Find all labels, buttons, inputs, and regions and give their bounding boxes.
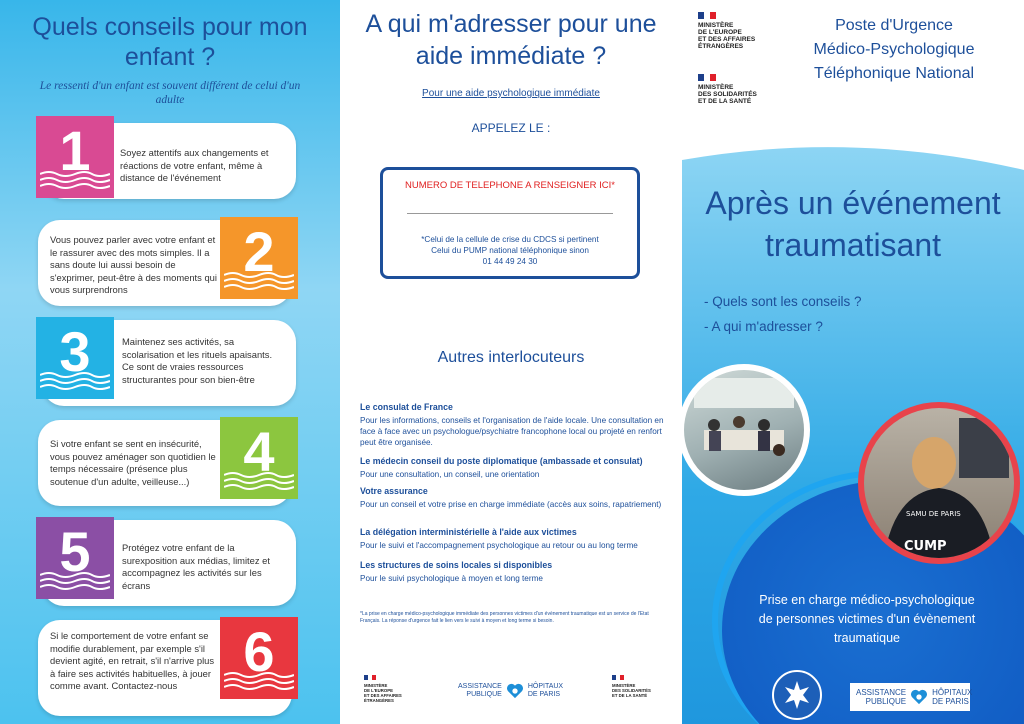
heart-icon xyxy=(910,689,928,705)
operator-photo xyxy=(858,402,1020,564)
logo-text: MINISTÈRE xyxy=(612,683,636,688)
advice-text: Si le comportement de votre enfant se modifie durablement, par exemple s'il devient agité, en retrait, s'il n'arrive plus à faire ses activités habituelles, à jouer comme avant. Contactez-nous xyxy=(50,630,215,692)
wave-icon xyxy=(40,170,110,190)
contact-item xyxy=(360,402,678,448)
step-number-badge xyxy=(220,217,298,299)
immediate-help-link[interactable]: Pour une aide psychologique immédiate xyxy=(422,88,600,99)
wave-icon xyxy=(224,471,294,491)
cover-title-line: traumatisant xyxy=(764,227,942,263)
contact-item xyxy=(360,560,678,584)
logo-text: ET DE LA SANTÉ xyxy=(698,98,752,105)
step-number-badge xyxy=(36,517,114,599)
step-number-badge xyxy=(220,617,298,699)
footnote: *La prise en charge médico-psychologique immédiate des personnes victimes d'un évènement traumatique est un service de l'Etat Français. La réponse d'urgence fait le lien vers le suivi à moyen et long terme si besoin. xyxy=(360,611,649,624)
tagline-line: Prise en charge médico-psychologique xyxy=(759,593,975,607)
contact-item-body: Pour un conseil et votre prise en charge immédiate (accès aux soins, rapatriement) xyxy=(360,500,662,509)
phone-note-line: *Celui de la cellule de crise du CDCS si pertinent xyxy=(421,235,599,244)
contact-item-heading: La délégation interministérielle à l'aide aux victimes xyxy=(360,527,577,537)
advice-text: Si votre enfant se sent en insécurité, vous pouvez aménager son quotidien le temps nécessaire (présence plus soutenue d'un adulte, veilleuse...) xyxy=(50,438,216,487)
vest-cump-text: CUMP xyxy=(904,539,947,554)
ap-logo-left xyxy=(458,683,502,699)
phone-number[interactable]: 01 44 49 24 30 xyxy=(482,257,538,266)
service-title xyxy=(774,14,1014,86)
logo-text: ÉTRANGÈRES xyxy=(698,43,744,50)
cover-title xyxy=(682,182,1024,266)
advice-text: Soyez attentifs aux changements et réactions de votre enfant, même à distance de l'événement xyxy=(120,147,269,184)
advice-title: Quels conseils pour mon enfant ? xyxy=(32,13,308,71)
contact-item-heading: Votre assurance xyxy=(360,486,428,496)
wave-icon xyxy=(224,671,294,691)
phone-note xyxy=(383,234,637,267)
logo-text: DE PARIS xyxy=(932,697,969,706)
tagline-line: traumatique xyxy=(833,631,900,645)
french-flag-icon xyxy=(364,675,376,680)
step-number: 6 xyxy=(243,620,275,683)
logo-text: DE L'EUROPE xyxy=(698,29,742,36)
logo-text: MINISTÈRE xyxy=(364,683,388,688)
ministry-health-logo xyxy=(612,675,651,698)
phone-box xyxy=(380,167,640,279)
logo-text: ÉTRANGÈRES xyxy=(364,698,394,703)
wave-icon xyxy=(40,371,110,391)
operator-illustration xyxy=(864,408,1014,558)
logo-text: PUBLIQUE xyxy=(865,697,907,706)
advice-text: Protégez votre enfant de la surexposition aux médias, limitez et accompagnez les activités sur les écrans xyxy=(122,542,270,591)
meeting-room-illustration xyxy=(684,370,804,490)
logo-text: ASSISTANCE xyxy=(856,688,907,697)
meeting-room-photo xyxy=(682,364,810,496)
contact-item xyxy=(360,486,678,510)
contact-item-body: Pour le suivi et l'accompagnement psychologique au retour ou au long terme xyxy=(360,541,638,550)
ministry-europe-logo xyxy=(698,12,755,50)
vest-text: SAMU DE PARIS xyxy=(906,510,961,518)
french-flag-icon xyxy=(612,675,624,680)
logo-text: DE PARIS xyxy=(527,691,560,698)
cump-logo xyxy=(772,670,822,720)
cover-panel xyxy=(682,0,1024,724)
logo-text: HÔPITAUX xyxy=(932,688,973,697)
contact-item-heading: Les structures de soins locales si disponibles xyxy=(360,560,553,570)
logo-text: ASSISTANCE xyxy=(458,683,502,690)
heart-icon xyxy=(506,683,524,699)
french-flag-icon xyxy=(698,74,716,81)
ap-logo-right xyxy=(528,683,563,699)
logo-text: ET DE LA SANTÉ xyxy=(612,693,648,698)
ministry-health-logo xyxy=(698,74,757,105)
contact-item xyxy=(360,456,678,480)
step-number: 3 xyxy=(59,320,91,383)
cover-tagline xyxy=(722,591,1012,648)
logo-text: DES SOLIDARITÉS xyxy=(612,688,651,693)
logo-text: ET DES AFFAIRES xyxy=(698,36,756,43)
advice-text: Vous pouvez parler avec votre enfant et le rassurer avec des mots simples. Il a sans doute lui aussi besoin de s'exprimer, peut-être à des moments qui vous surprendrons xyxy=(50,234,217,296)
contact-item xyxy=(360,527,678,551)
advice-text: Maintenez ses activités, sa scolarisation et les rituels apaisants. Ce sont de vraies ressources structurantes pour son bien-être xyxy=(122,336,273,385)
wave-icon xyxy=(224,271,294,291)
tagline-line: de personnes victimes d'un évènement xyxy=(758,612,976,626)
call-label: APPELEZ LE : xyxy=(471,121,551,135)
step-number: 4 xyxy=(243,420,275,483)
service-title-line: Poste d'Urgence xyxy=(835,17,953,34)
service-title-line: Téléphonique National xyxy=(813,65,975,82)
ap-hp-logo xyxy=(856,688,972,706)
contact-item-body: Pour une consultation, un conseil, une orientation xyxy=(360,470,540,479)
contact-item-heading: Le consulat de France xyxy=(360,402,453,412)
french-flag-icon xyxy=(698,12,716,19)
ap-hp-logo xyxy=(458,683,563,699)
advice-subtitle: Le ressenti d'un enfant est souvent différent de celui d'un adulte xyxy=(39,80,301,106)
step-number: 5 xyxy=(59,520,91,583)
ministry-europe-logo xyxy=(364,675,402,703)
logo-text: DE L'EUROPE xyxy=(364,688,393,693)
logo-text: MINISTÈRE xyxy=(698,84,734,91)
cover-title-line: Après un événement xyxy=(705,185,1001,221)
others-title: Autres interlocuteurs xyxy=(437,349,585,366)
service-title-line: Médico-Psychologique xyxy=(813,41,975,58)
step-number-badge xyxy=(36,116,114,198)
step-number: 2 xyxy=(243,220,275,283)
ap-hp-logo-box xyxy=(850,683,973,711)
phone-note-line: Celui du PUMP national téléphonique sinon xyxy=(431,246,589,255)
ap-logo-left xyxy=(856,688,906,706)
logo-text: ET DES AFFAIRES xyxy=(364,693,402,698)
wave-icon xyxy=(40,571,110,591)
contact-item-body: Pour les informations, conseils et l'organisation de l'aide locale. Une consultation en face à face avec un psychologue/psychiatre francophone local ou projeté en renfort peut être organisée. xyxy=(360,416,664,447)
logo-text: MINISTÈRE xyxy=(698,22,734,29)
advice-panel xyxy=(0,0,340,724)
contact-item-body: Pour le suivi psychologique à moyen et long terme xyxy=(360,574,543,583)
step-number-badge xyxy=(220,417,298,499)
star-of-life-icon xyxy=(774,672,820,718)
logo-text: PUBLIQUE xyxy=(466,691,502,698)
step-number: 1 xyxy=(59,119,91,182)
phone-divider xyxy=(407,213,613,214)
contact-item-heading: Le médecin conseil du poste diplomatique (ambassade et consulat) xyxy=(360,456,643,466)
question-advice: - Quels sont les conseils ? xyxy=(704,294,862,309)
ap-logo-right xyxy=(932,688,972,706)
logo-text: DES SOLIDARITÉS xyxy=(698,91,757,98)
contact-title: A qui m'adresser pour une aide immédiate ? xyxy=(365,10,657,70)
phone-placeholder: NUMERO DE TELEPHONE A RENSEIGNER ICI* xyxy=(405,180,615,191)
contact-panel xyxy=(340,0,682,724)
step-number-badge xyxy=(36,317,114,399)
logo-text: HÔPITAUX xyxy=(527,683,564,690)
question-contact: - A qui m'adresser ? xyxy=(704,319,823,334)
